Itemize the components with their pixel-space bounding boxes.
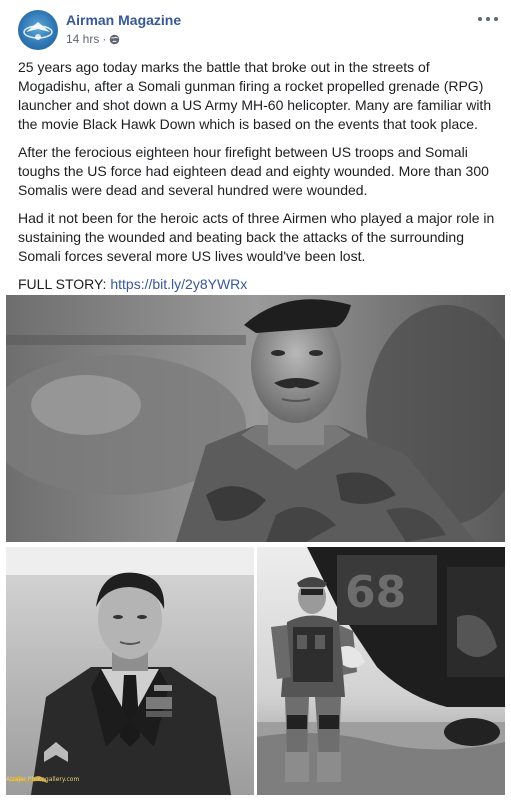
post-timestamp[interactable]: 14 hrs <box>66 32 100 46</box>
post-body <box>18 58 496 303</box>
meta-separator: · <box>102 32 107 46</box>
more-options-icon[interactable] <box>478 12 498 26</box>
page-name-link[interactable]: Airman Magazine <box>66 12 182 28</box>
post-paragraph: Had it not been for the heroic acts of three Airmen who played a major role in sustaining the wounded and beating back the attacks of the surrounding Somali forces several more US lives would've been lost. <box>18 210 495 264</box>
globe-icon <box>109 34 120 45</box>
photo-watermark: Alzajer.Photogallery.com <box>6 776 80 783</box>
post-paragraph: After the ferocious eighteen hour firefight between US troops and Somali toughs the US force had eighteen dead and eighty wounded. More than 300 Somalis were dead and several hundred were wounded. <box>18 144 489 198</box>
full-story-line <box>18 275 496 294</box>
full-story-link[interactable]: https://bit.ly/2y8YWRx <box>110 276 248 292</box>
post-photo-main[interactable] <box>6 295 505 542</box>
helicopter-number: 68 <box>345 567 407 618</box>
post-photo-right[interactable] <box>257 547 505 795</box>
post-meta <box>66 32 120 46</box>
page-avatar-icon[interactable] <box>18 10 58 50</box>
full-story-label: FULL STORY: <box>18 276 107 292</box>
post-header <box>18 10 498 54</box>
post-photo-left[interactable] <box>6 547 254 795</box>
post-paragraph: 25 years ago today marks the battle that broke out in the streets of Mogadishu, after a Somali gunman firing a rocket propelled grenade (RPG) launcher and shot down a US Army MH-60 helicopter. Many are familiar with the movie Black Hawk Down which is based on the events that took place. <box>18 59 492 132</box>
